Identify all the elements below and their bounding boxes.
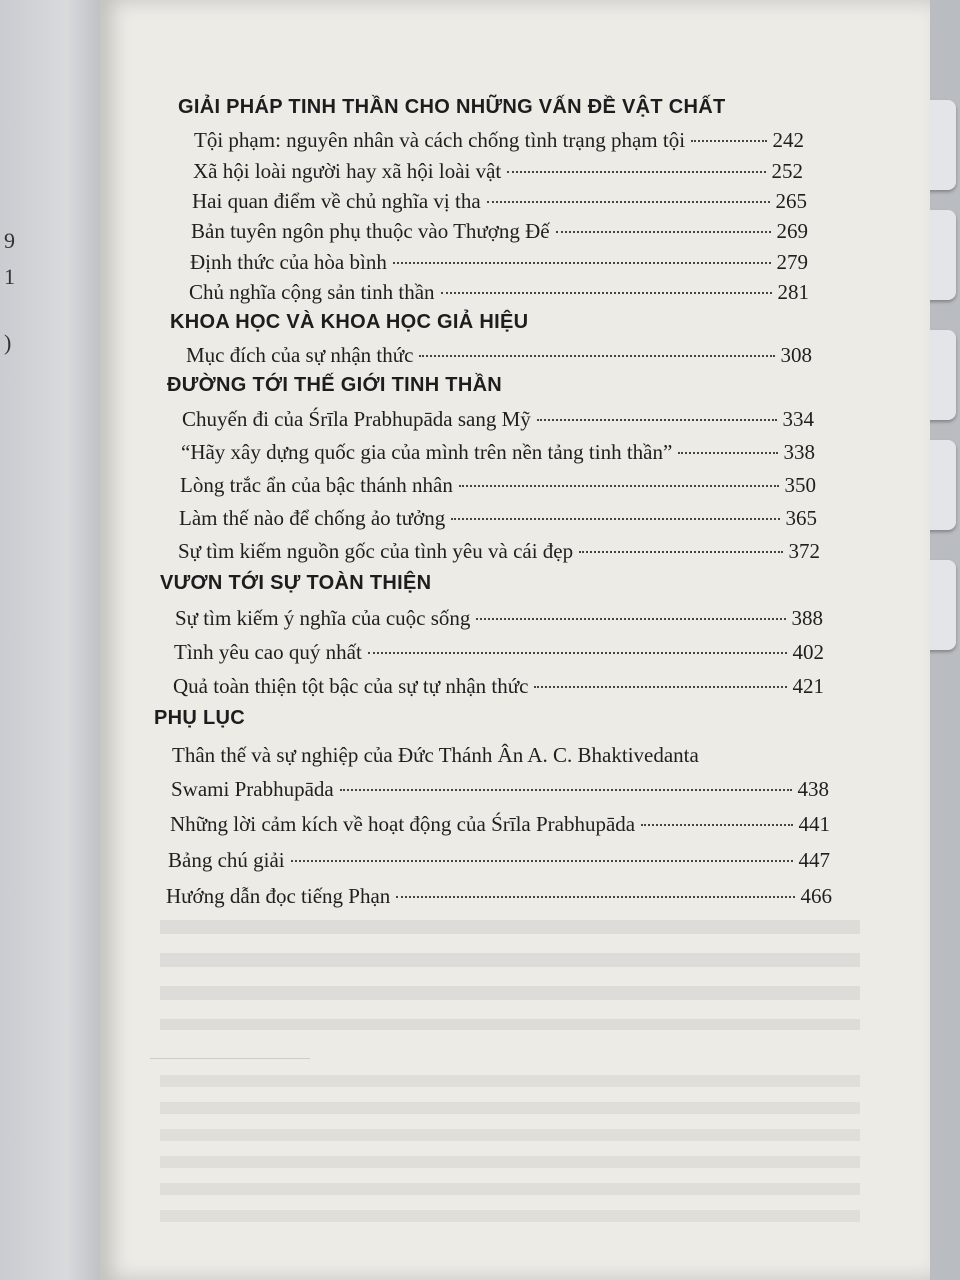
toc-entry	[178, 539, 820, 564]
entry-page: 281	[777, 280, 809, 304]
entry-title: Sự tìm kiếm ý nghĩa của cuộc sống	[175, 606, 471, 630]
entry-page: 447	[798, 848, 830, 872]
toc-entry	[166, 884, 832, 909]
entry-page: 338	[783, 440, 815, 464]
entry-page: 365	[785, 506, 817, 530]
leader-dots	[678, 452, 777, 454]
toc-entry	[172, 743, 832, 768]
entry-title: Mục đích của sự nhận thức	[186, 343, 414, 367]
section-heading: PHỤ LỤC	[154, 707, 245, 729]
leader-dots	[691, 140, 766, 142]
toc-entry	[194, 128, 804, 153]
entry-title: Lòng trắc ẩn của bậc thánh nhân	[180, 473, 453, 497]
toc-entry	[186, 343, 812, 368]
left-page-char: 1	[4, 264, 15, 289]
entry-title: Làm thế nào để chống ảo tưởng	[179, 506, 446, 530]
entry-title: Sự tìm kiếm nguồn gốc của tình yêu và cái đẹp	[178, 539, 574, 563]
leader-dots	[579, 551, 782, 553]
entry-page: 308	[780, 343, 812, 367]
section-heading: GIẢI PHÁP TINH THẦN CHO NHỮNG VẤN ĐỀ VẬT CHẤT	[178, 96, 726, 118]
leader-dots	[534, 686, 786, 688]
leader-dots	[451, 518, 779, 520]
leader-dots	[396, 896, 794, 898]
entry-title: Tình yêu cao quý nhất	[174, 640, 362, 664]
leader-dots	[291, 860, 793, 862]
toc-entry	[192, 189, 807, 214]
leader-dots	[537, 419, 777, 421]
entry-page: 269	[776, 219, 808, 243]
entry-title: “Hãy xây dựng quốc gia của mình trên nền tảng tinh thần”	[181, 440, 673, 464]
leader-dots	[476, 618, 785, 620]
left-page-char: )	[4, 330, 12, 355]
section-heading: VƯƠN TỚI SỰ TOÀN THIỆN	[160, 572, 432, 594]
toc-entry	[190, 250, 808, 275]
entry-title: Xã hội loài người hay xã hội loài vật	[193, 159, 502, 183]
toc-entry	[181, 440, 815, 465]
entry-title: Hai quan điểm về chủ nghĩa vị tha	[192, 189, 481, 213]
entry-title: Chủ nghĩa cộng sản tinh thần	[189, 280, 435, 304]
toc-entry	[173, 674, 824, 699]
toc-entry	[191, 219, 808, 244]
entry-title: Hướng dẫn đọc tiếng Phạn	[166, 884, 391, 908]
entry-page: 252	[771, 159, 803, 183]
entry-title: Chuyến đi của Śrīla Prabhupāda sang Mỹ	[182, 407, 531, 431]
leader-dots	[419, 355, 774, 357]
entry-page: 242	[772, 128, 804, 152]
toc-entry	[179, 506, 817, 531]
toc-entry	[174, 640, 824, 665]
entry-page: 279	[776, 250, 808, 274]
entry-title: Swami Prabhupāda	[171, 777, 334, 801]
toc-entry	[175, 606, 823, 631]
toc-entry	[168, 848, 830, 873]
entry-title: Những lời cảm kích về hoạt động của Śrīla Prabhupāda	[170, 812, 636, 836]
entry-page: 402	[792, 640, 824, 664]
entry-page: 438	[797, 777, 829, 801]
entry-title: Quả toàn thiện tột bậc của sự tự nhận thức	[173, 674, 529, 698]
entry-title: Định thức của hòa bình	[190, 250, 387, 274]
leader-dots	[368, 652, 787, 654]
entry-page: 441	[798, 812, 830, 836]
entry-title: Bảng chú giải	[168, 848, 285, 872]
entry-title: Tội phạm: nguyên nhân và cách chống tình trạng phạm tội	[194, 128, 686, 152]
leader-dots	[459, 485, 779, 487]
entry-page: 350	[784, 473, 816, 497]
toc-entry	[193, 159, 803, 184]
section-heading: ĐƯỜNG TỚI THẾ GIỚI TINH THẦN	[167, 374, 503, 396]
entry-page: 334	[782, 407, 814, 431]
entry-title: Bản tuyên ngôn phụ thuộc vào Thượng Đế	[191, 219, 550, 243]
section-heading: KHOA HỌC VÀ KHOA HỌC GIẢ HIỆU	[170, 311, 529, 333]
entry-page: 265	[775, 189, 807, 213]
leader-dots	[641, 824, 792, 826]
leader-dots	[507, 171, 765, 173]
toc-entry	[189, 280, 809, 305]
left-page-char: 9	[4, 228, 15, 253]
entry-title: Thân thế và sự nghiệp của Đức Thánh Ân A. C. Bhaktivedanta	[172, 743, 699, 767]
toc-entry	[170, 812, 830, 837]
toc-entry	[180, 473, 816, 498]
leader-dots	[393, 262, 771, 264]
leader-dots	[441, 292, 772, 294]
entry-page: 466	[800, 884, 832, 908]
entry-page: 372	[788, 539, 820, 563]
entry-page: 388	[791, 606, 823, 630]
leader-dots	[487, 201, 770, 203]
leader-dots	[340, 789, 792, 791]
toc-entry	[171, 777, 829, 802]
leader-dots	[556, 231, 771, 233]
entry-page: 421	[792, 674, 824, 698]
toc-entry	[182, 407, 814, 432]
